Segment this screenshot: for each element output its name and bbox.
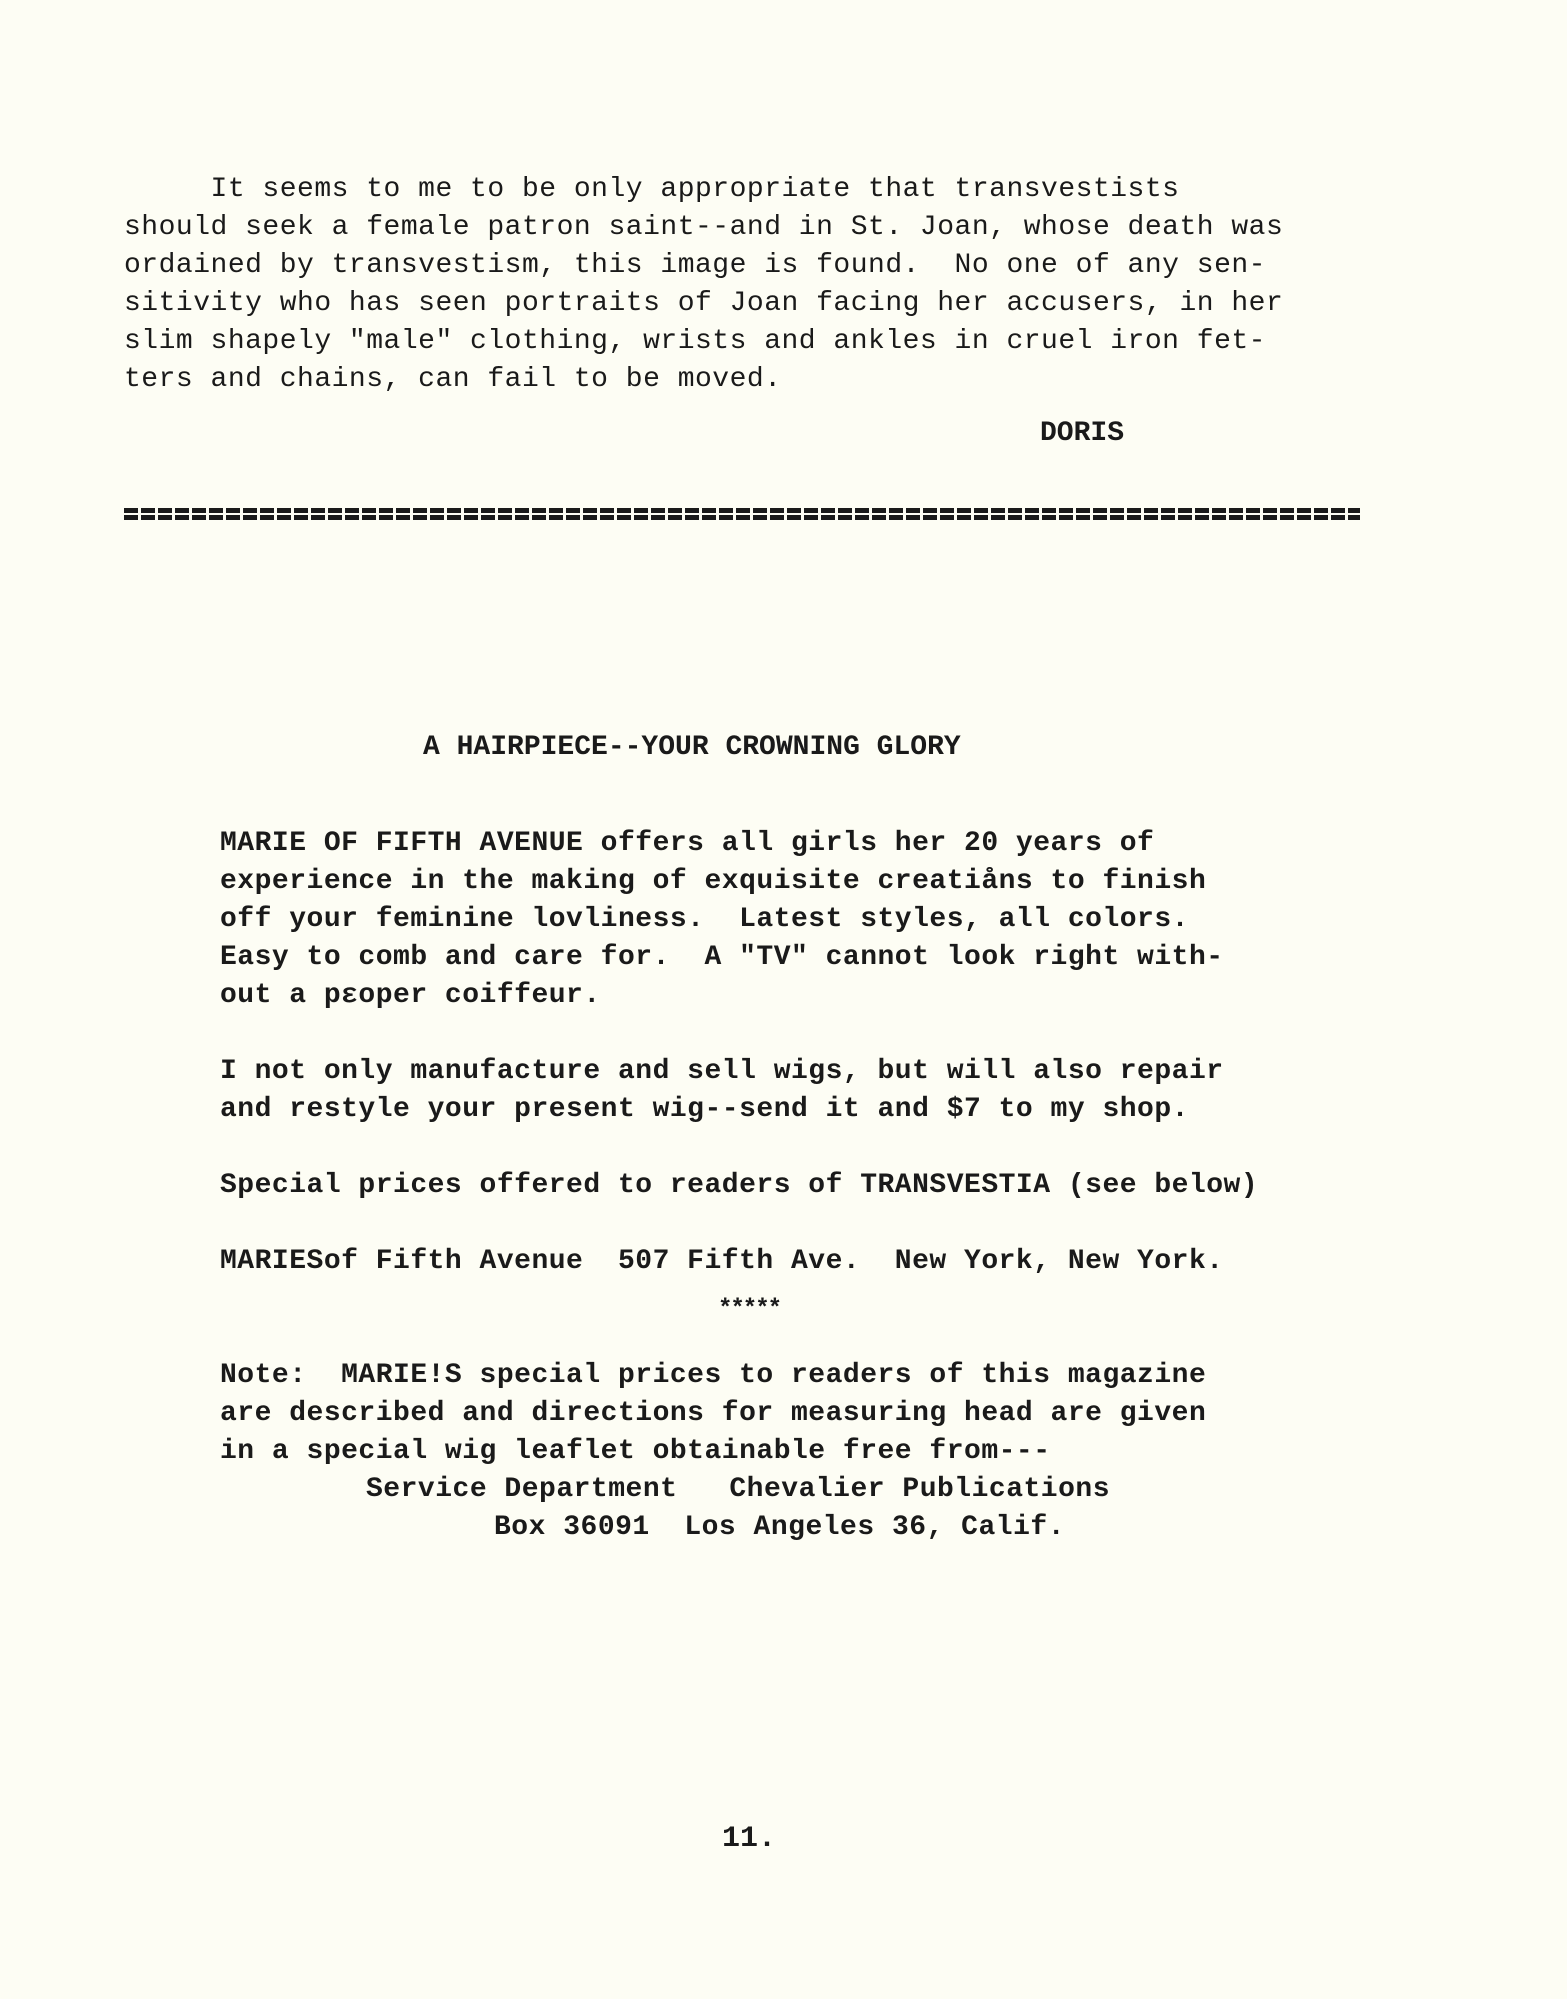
separator-stars: ***** [718,1296,781,1323]
note-line: are described and directions for measuring head are given [220,1398,1207,1429]
ad-line: experience in the making of exquisite creatiåns to finish [220,866,1207,897]
section-divider [124,508,1360,520]
special-prices-line: Special prices offered to readers of TRANSVESTIA (see below) [220,1170,1259,1201]
ad-line: off your feminine lovliness. Latest styles, all colors. [220,904,1189,935]
essay-line: sitivity who has seen portraits of Joan facing her accusers, in her [124,288,1284,319]
address-line: MARIESof Fifth Avenue 507 Fifth Ave. New York, New York. [220,1246,1224,1277]
ad-heading: A HAIRPIECE--YOUR CROWNING GLORY [423,732,961,763]
essay-line: ordained by transvestism, this image is found. No one of any sen- [124,250,1266,281]
page-number: 11. [722,1822,777,1856]
essay-line: should seek a female patron saint--and in St. Joan, whose death was [124,212,1284,243]
ad-line: Easy to comb and care for. A "TV" cannot look right with- [220,942,1224,973]
ad-line: MARIE OF FIFTH AVENUE offers all girls her 20 years of [220,828,1155,859]
essay-signature: DORIS [1040,418,1125,449]
ad-line: and restyle your present wig--send it and $7 to my shop. [220,1094,1189,1125]
service-address-line: Service Department Chevalier Publications [366,1474,1111,1505]
essay-line: It seems to me to be only appropriate that transvestists [124,174,1180,205]
ad-line: out a pεoper coiffeur. [220,980,601,1011]
essay-line: ters and chains, can fail to be moved. [124,364,782,395]
note-line: Note: MARIE!S special prices to readers of this magazine [220,1360,1207,1391]
essay-line: slim shapely "male" clothing, wrists and ankles in cruel iron fet- [124,326,1266,357]
service-address-line: Box 36091 Los Angeles 36, Calif. [494,1512,1065,1543]
note-line: in a special wig leaflet obtainable free from--- [220,1436,1051,1467]
ad-line: I not only manufacture and sell wigs, but will also repair [220,1056,1224,1087]
